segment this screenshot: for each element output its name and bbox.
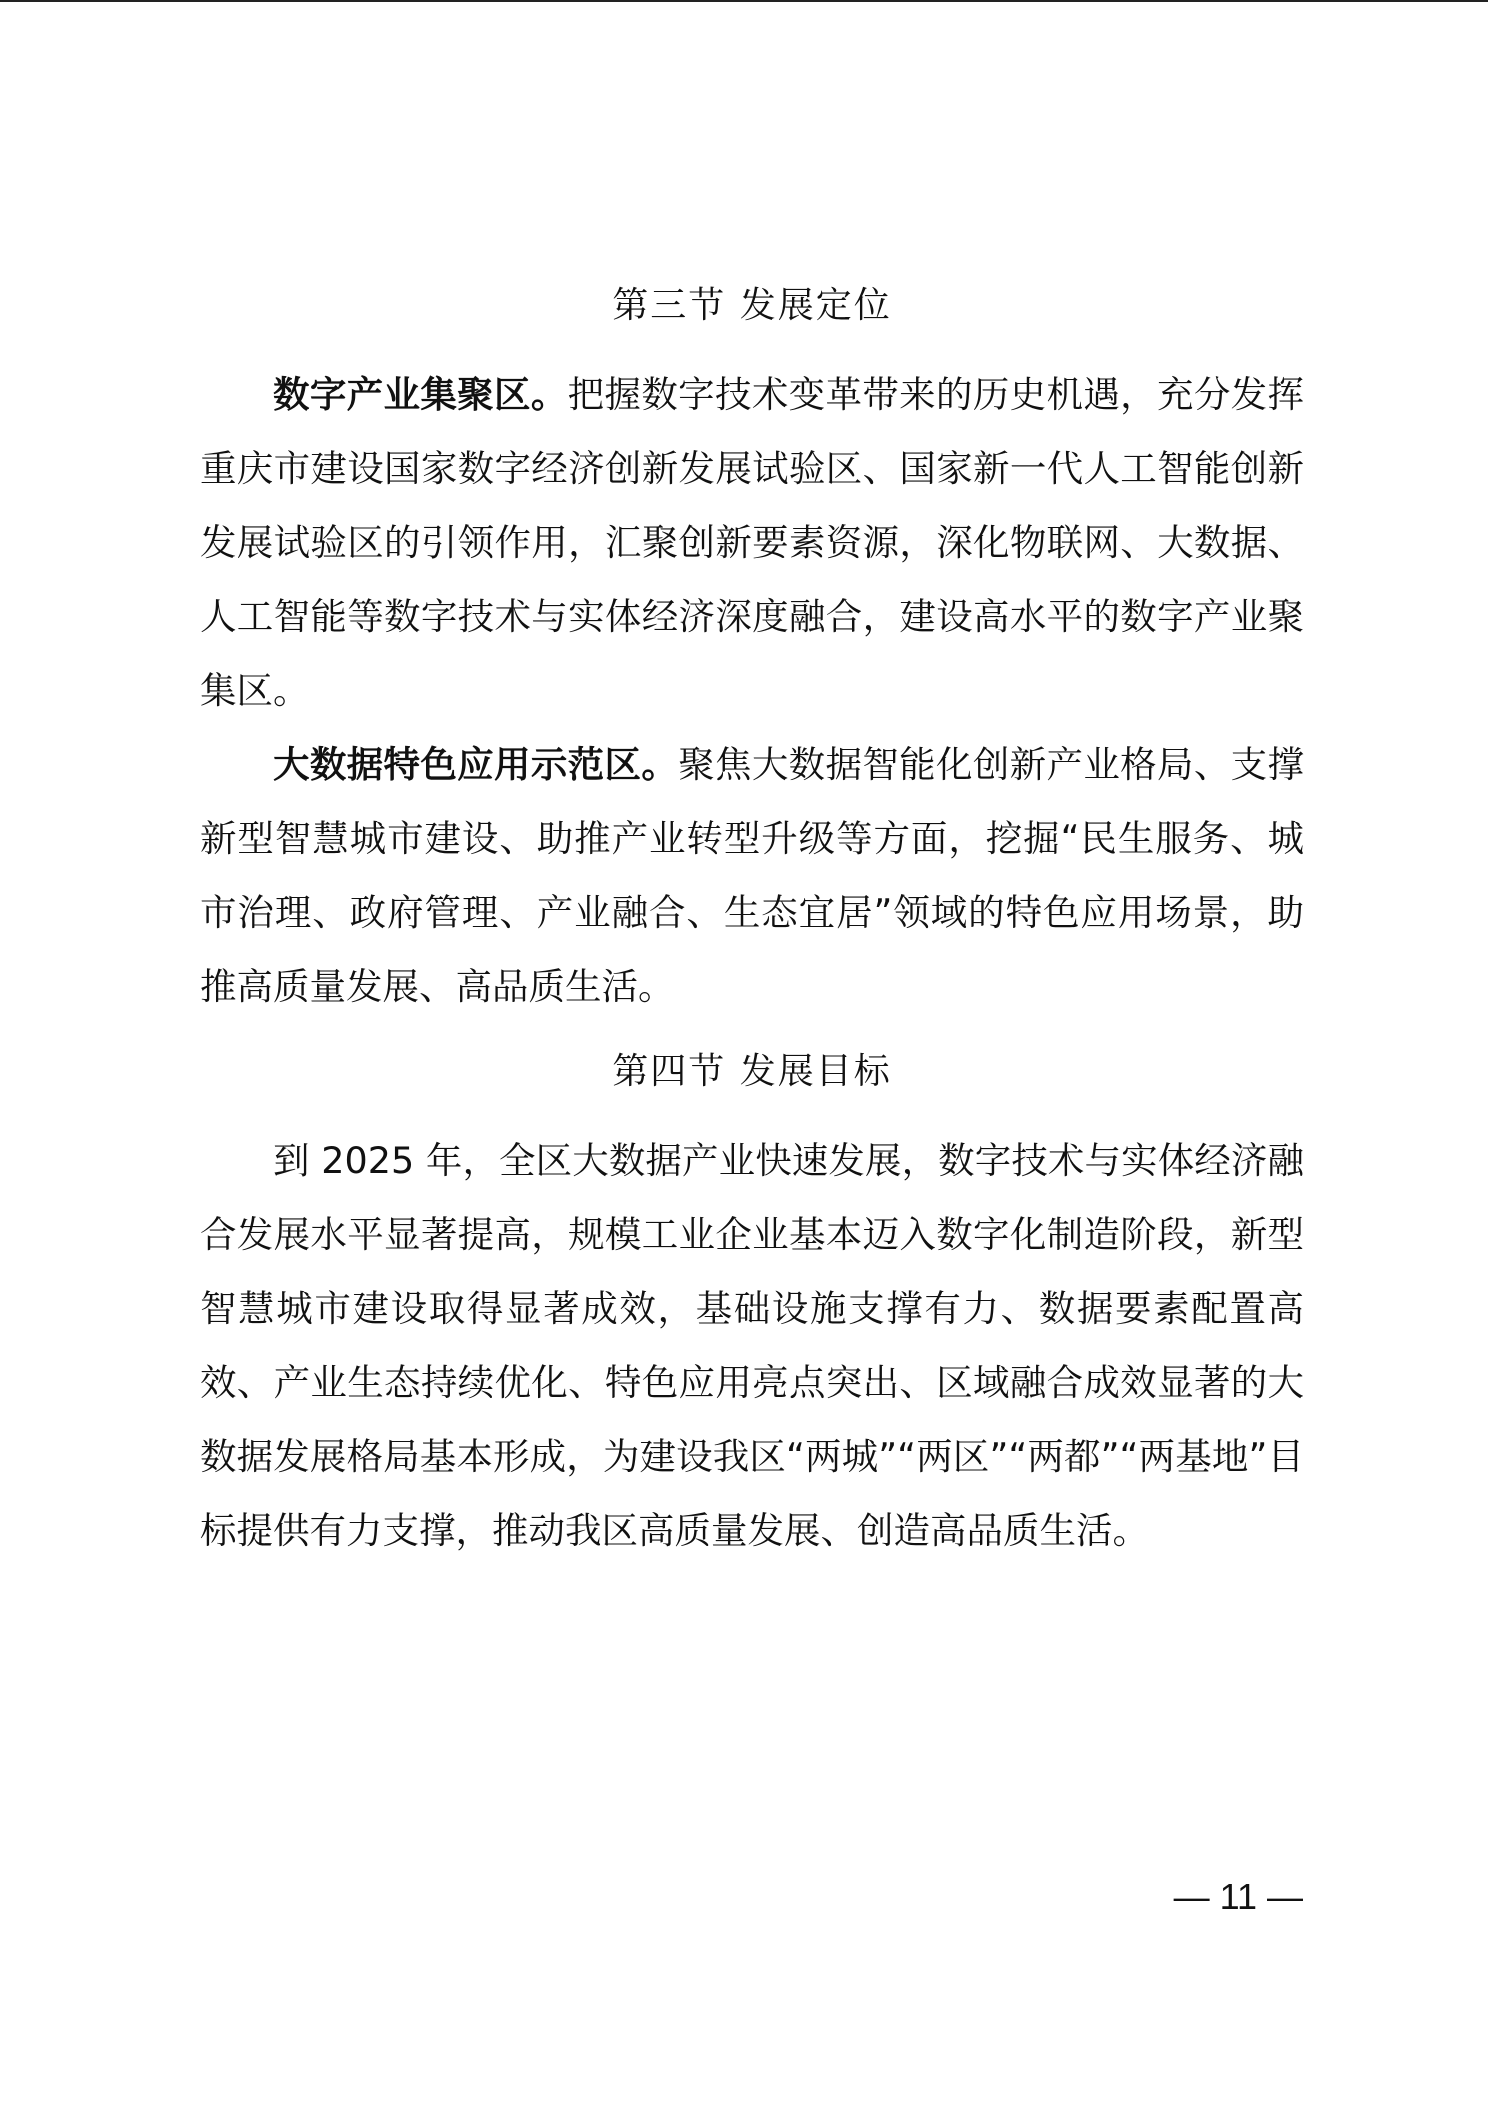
paragraph-text: 聚焦大数据智能化创新产业格局、支撑新型智慧城市建设、助推产业转型升级等方面，挖掘“民生服务、城市治理、政府管理、产业融合、生态宜居”领域的特色应用场景，助推高质量发展、高品质生活。 bbox=[200, 743, 1305, 1008]
paragraph-lead: 大数据特色应用示范区。 bbox=[273, 743, 679, 786]
page-number: — 11 — bbox=[1173, 1876, 1303, 1917]
paragraph-big-data-demo bbox=[200, 728, 1304, 1024]
section-heading-4: 第四节 发展目标 bbox=[612, 1051, 892, 1092]
paragraph-digital-industry bbox=[200, 358, 1304, 728]
page-top-border bbox=[0, 0, 1488, 2]
section-heading-3: 第三节 发展定位 bbox=[612, 285, 892, 326]
paragraph-goals bbox=[200, 1124, 1304, 1568]
paragraph-text: 到 2025 年，全区大数据产业快速发展，数字技术与实体经济融合发展水平显著提高，规模工业企业基本迈入数字化制造阶段，新型智慧城市建设取得显著成效，基础设施支撑有力、数据要素配置高效、产业生态持续优化、特色应用亮点突出、区域融合成效显著的大数据发展格局基本形成，为建设我区“两城”“两区”“两都”“两基地”目标提供有力支撑，推动我区高质量发展、创造高品质生活。 bbox=[200, 1139, 1304, 1552]
paragraph-lead: 数字产业集聚区。 bbox=[273, 373, 568, 416]
paragraph-text: 把握数字技术变革带来的历史机遇，充分发挥重庆市建设国家数字经济创新发展试验区、国家新一代人工智能创新发展试验区的引领作用，汇聚创新要素资源，深化物联网、大数据、人工智能等数字技术与实体经济深度融合，建设高水平的数字产业聚集区。 bbox=[200, 373, 1305, 712]
document-page bbox=[200, 270, 1304, 1568]
